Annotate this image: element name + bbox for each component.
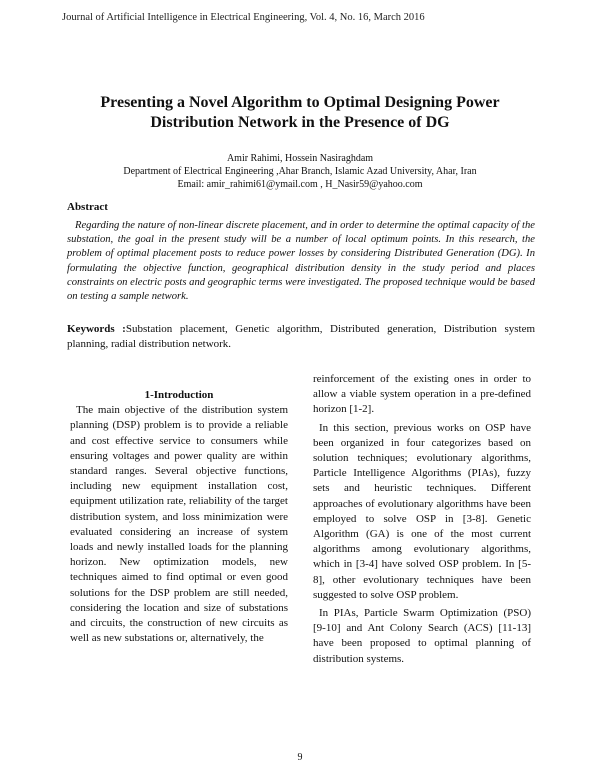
author-affiliation: Department of Electrical Engineering ,Ahar Branch, Islamic Azad University, Ahar, Iran [123, 166, 477, 177]
title-line-1: Presenting a Novel Algorithm to Optimal Designing Power [100, 94, 500, 111]
page-number: 9 [297, 752, 303, 763]
keywords-label: Keywords : [67, 323, 126, 335]
abstract-heading: Abstract [67, 201, 108, 213]
author-block [60, 152, 540, 191]
author-email: Email: amir_rahimi61@ymail.com , H_Nasir59@yahoo.com [177, 179, 423, 190]
section-heading: 1-Introduction [144, 389, 214, 401]
body-paragraph: In this section, previous works on OSP have been organized in four categorizes based on solution techniques; evolutionary algorithms, Particle Intelligence Algorithms (PIAs), fuzzy sets and heuristic techniques. Different approaches of evolutionary algorithms have been employed to solve OSP in [3-8]. Genetic Algorithm (GA) is one of the most current algorithms among evolutionary algorithms, which in [3-4] have solved OSP problem. In [5-8], other evolutionary techniques have been suggested to solve OSP problem. [313, 421, 531, 601]
body-paragraph: reinforcement of the existing ones in order to allow a viable system operation in a pre-defined horizon [1-2]. [313, 373, 531, 416]
paper-title [60, 93, 540, 133]
body-paragraph: In PIAs, Particle Swarm Optimization (PSO) [9-10] and Ant Colony Search (ACS) [11-13] have been proposed to optimal planning of distribution systems. [313, 607, 531, 665]
keywords [67, 322, 535, 352]
right-column [313, 372, 531, 667]
title-line-2: Distribution Network in the Presence of DG [150, 114, 450, 131]
abstract-text: Regarding the nature of non-linear discrete placement, and in order to determine the optimal capacity of the substation, the goal in the present study will be a number of local optimum points. In this research, the problem of optimal placement posts to reduce power losses by considering Distributed Generation (DG). In formulating the objective function, geographical distribution density in the study period and places constraints on electric posts and geographic terms were investigated. The proposed technique would be based on testing a sample network. [67, 220, 535, 303]
author-names: Amir Rahimi, Hossein Nasiraghdam [226, 153, 374, 164]
left-column [70, 388, 288, 646]
keywords-text: Substation placement, Genetic algorithm, Distributed generation, Distribution system planning, radial distribution network. [67, 323, 536, 350]
body-paragraph: The main objective of the distribution system planning (DSP) problem is to provide a reliable and cost effective service to consumers while ensuring voltages and power quality are within standard ranges. Several objective functions, including new equipment installation cost, equipment utilization rate, reliability of the target distribution system, and loss minimization were evaluated considering an increase of system loads and newly installed loads for the planning horizon. New optimization models, new techniques aimed to find optimal or even good solutions for the DSP problem are still needed, considering the location and size of substations and circuits, the construction of new circuits as well as new substations or, alternatively, the [70, 404, 288, 645]
journal-header: Journal of Artificial Intelligence in Electrical Engineering, Vol. 4, No. 16, March 2016 [62, 12, 425, 23]
